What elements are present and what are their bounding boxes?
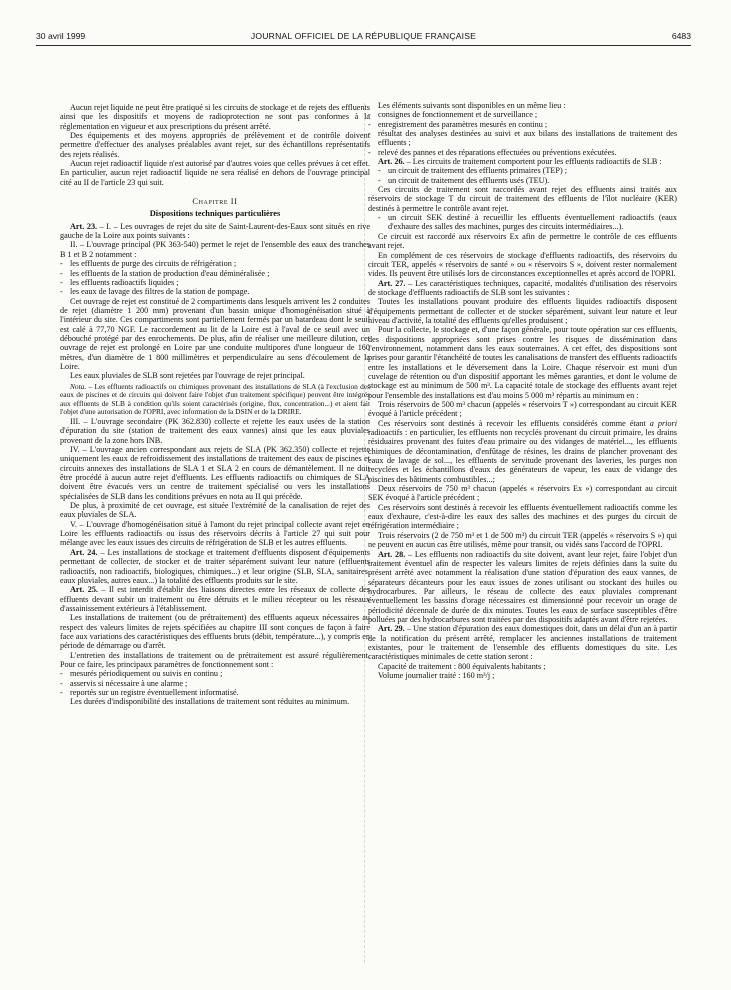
article-29: Art. 29. – Une station d'épuration des eaux domestiques doit, dans un délai d'un an à partir de la notification du présent arrêté, remplacer les anciennes installations de traitement existantes, pour le traitement de l'ensemble des effluents domestiques du site. Les caractéristiques minimales de cette station seront : <box>368 624 677 662</box>
list-item: - les eaux de lavage des filtres de la station de pompage. <box>60 287 370 296</box>
article-label: Art. 29. <box>378 624 405 634</box>
header-rule <box>36 45 691 46</box>
header-date: 30 avril 1999 <box>36 31 86 41</box>
article-26: Art. 26. – Les circuits de traitement comportent pour les effluents radioactifs de SLB : <box>378 157 662 167</box>
emphasis: a priori <box>649 418 677 428</box>
parameter-list <box>60 669 370 697</box>
section-heading: Dispositions techniques particulières <box>149 209 281 219</box>
paragraph: III. – L'ouvrage secondaire (PK 362.830) collecte et rejette les eaux usées de la station d'épuration du site (station de traitement des eaux vannes) ainsi que les eaux pluviales provenant de la zone hors INB. <box>60 417 370 445</box>
paragraph: Volume journalier traité : 160 m³/j ; <box>378 670 495 680</box>
paragraph: Deux réservoirs de 750 m³ chacun (appelés « réservoirs Ex ») correspondant au circuit SEK évoqué à l'article précédent ; <box>368 484 677 503</box>
paragraph: Trois réservoirs de 500 m³ chacun (appelés « réservoirs T ») correspondant au circuit KER évoqué à l'article précédent ; <box>368 400 677 419</box>
list-item: - un circuit de traitement des effluents usés (TEU). <box>368 176 677 185</box>
list-item: - relevé des pannes et des réparations effectuées ou préventions exécutées. <box>368 148 677 157</box>
article-27: Art. 27. – Les caractéristiques techniques, capacité, modalités d'utilisation des réservoirs de stockage d'effluents radioactifs de SLB sont les suivantes : <box>368 278 677 297</box>
paragraph: Ce circuit est raccordé aux réservoirs Ex afin de permettre le contrôle de ces effluents avant rejet. <box>368 231 677 251</box>
paragraph: Trois réservoirs (2 de 750 m³ et 1 de 500 m³) du circuit TER (appelés « réservoirs S ») qui ne peuvent en aucun cas être utilisés, même pour transit, ou vidés sans l'accord de l'OPRI. <box>368 530 677 550</box>
effluent-list <box>60 259 370 296</box>
list-item: - les effluents radioactifs liquides ; <box>60 278 370 287</box>
article-label: Art. 27. <box>378 278 406 288</box>
list-item: - reportés sur un registre éventuellement informatisé. <box>60 688 370 697</box>
right-column <box>368 101 677 680</box>
list-item: - un circuit SEK destiné à recueillir les effluents éventuellement radioactifs (eaux d'exhaure des salles des machines, purges des circuits intermédiaires...). <box>368 213 677 232</box>
article-23: Art. 23. – I. – Les ouvrages de rejet du site de Saint-Laurent-des-Eaux sont situés en rive gauche de la Loire aux points suivants : <box>60 221 370 241</box>
list-item: - les effluents de purge des circuits de réfrigération ; <box>60 259 370 268</box>
paragraph: Des équipements et des moyens appropriés de prélèvement et de contrôle doivent permettre d'effectuer des analyses préalables avant rejet, sur des échantillons représentatifs des rejets réalisés. <box>60 131 370 159</box>
article-label: Art. 25. <box>70 585 98 595</box>
paragraph: L'entretien des installations de traitement ou de prétraitement est assuré régulièrement. Pour ce faire, les principaux paramètres de fonctionnement sont : <box>60 650 370 669</box>
paragraph: Les durées d'indisponibilité des installations de traitement sont réduites au minimum. <box>70 697 350 707</box>
paragraph: Ces réservoirs sont destinés à recevoir les effluents considérés comme étant a priori radioactifs : en particulier, les effluents non recyclés provenant du circuit primaire, les drains résiduaires provenant des fuites d'eau primaire ou des vidanges de matériel..., les effluents chimiques de décontamination, d'enfûtage de résines, les drains de plancher provenant des eaux de lavage de sol..., les effluents de servitude provenant des laveries, les purges non recyclées et les échantillons d'eaux des générateurs de vapeur, les eaux de vidange des piscines des bâtiments combustibles...; <box>368 418 677 484</box>
list-item: - un circuit de traitement des effluents primaires (TEP) ; <box>368 166 677 175</box>
records-list <box>368 110 677 157</box>
header-journal-title: JOURNAL OFFICIEL DE LA RÉPUBLIQUE FRANÇAISE <box>250 31 477 41</box>
paragraph: Les installations de traitement (ou de prétraitement) des effluents aqueux nécessaires au respect des valeurs limites de rejets spécifiées au chapitre III sont conçues de façon à faire face aux variations des caractéristiques des effluents bruts (débit, température...), y compris en période de démarrage ou d'arrêt. <box>60 613 370 651</box>
paragraph: Toutes les installations pouvant produire des effluents liquides radioactifs disposent d'équipements permettant de collecter et de stocker séparément, suivant leur nature et leur niveau d'activité, la totalité des effluents qu'elles produisent ; <box>368 297 677 325</box>
paragraph: Aucun rejet radioactif liquide n'est autorisé par d'autres voies que celles prévues à cet effet. En particulier, aucun rejet radioactif liquide ne sera réalisé en dehors de l'ouvrage principal cité au II de l'article 23 qui suit. <box>60 159 370 187</box>
circuit-list <box>368 166 677 185</box>
paragraph: Les eaux pluviales de SLB sont rejetées par l'ouvrage de rejet principal. <box>70 371 305 381</box>
nota-paragraph: Nota. – Les effluents radioactifs ou chimiques provenant des installations de SLA (à l'exclusion des eaux de piscines et de circuits qui doivent faire l'objet d'un traitement spécifique) peuvent être intégrés aux effluents de SLB à condition qu'ils soient caractérisés (origine, flux, concentration...) et aient fait l'objet d'une autorisation de l'OPRI, avec information de la DSIN et de la DRIRE. <box>60 381 370 417</box>
paragraph: En complément de ces réservoirs de stockage d'effluents radioactifs, des réservoirs du circuit TER, appelés « réservoirs de santé » ou « réservoirs S », doivent rester normalement vides. Ils peuvent être utilisés lors de circonstances exceptionnelles et après accord de l'OPRI. <box>368 250 677 279</box>
paragraph: IV. – L'ouvrage ancien correspondant aux rejets de SLA (PK 362.350) collecte et rejette uniquement les eaux de refroidissement des installations de traitement des eaux de piscines et circuits annexes des installations de SLA 1 et SLA 2 en cours de démantèlement. Il ne doit être procédé à aucun autre rejet d'effluents. Les effluents radioactifs ou chimiques de SLA doivent être évacués vers un centre de traitement spécialisé ou vers les installations spécialisées de SLB dans les conditions prévues en nota au II qui précède. <box>60 445 370 501</box>
paragraph: Aucun rejet liquide ne peut être pratiqué si les circuits de stockage et de rejets des effluents ainsi que les dispositifs et moyens de radioprotection ne sont pas conformes à la réglementation en vigueur et aux prescriptions du présent arrêté. <box>60 103 370 131</box>
paragraph: Cet ouvrage de rejet est constitué de 2 compartiments dans lesquels arrivent les 2 conduites de rejet (diamètre 1 200 mm) provenant d'un bassin unique d'homogénéisation situé à l'intérieur du site. Ces compartiments sont partiellement fermés par un batardeau dont le seuil est calé à 77,70 NGF. Le raccordement au lit de la Loire est à l'aval de ce seuil avec un débouché protégé par des enrochements. De plus, afin de réaliser une meilleure dilution, cet ouvrage de rejet est prolongé en Loire par une conduite multipores d'une longueur de 160 mètres, d'un diamètre de 1 800 millimètres et perpendiculaire au sens d'écoulement de la Loire. <box>60 296 370 371</box>
paragraph: V. – L'ouvrage d'homogénéisation situé à l'amont du rejet principal collecte avant rejet en Loire les effluents radioactifs ou issus des réservoirs décrits à l'article 27 qui suit pour mélange avec les eaux issues des circuits de réfrigération de SLB et les autres effluents. <box>60 519 370 548</box>
chapter-heading: Chapitre II <box>192 197 238 207</box>
paragraph: Ces circuits de traitement sont raccordés avant rejet des effluents ainsi traités aux réservoirs de stockage T du circuit de traitement des effluents de l'îlot nucléaire (KER) destinés à permettre le contrôle avant rejet. <box>368 185 677 213</box>
paragraph: Pour la collecte, le stockage et, d'une façon générale, pour toute opération sur ces effluents, des dispositions appropriées sont prises contre les risques de dissémination dans l'environnement, notamment dans les eaux souterraines. A cet effet, des dispositions sont prises pour garantir l'étanchéité de toutes les canalisations de transfert des effluents radioactifs entre les installations et le déversement dans la Loire. Chaque réservoir est muni d'un cuvelage de rétention ou d'un dispositif apportant les mêmes garanties, et dont le volume de stockage est au minimum de 500 m³. La capacité totale de stockage des effluents avant rejet pour l'ensemble des installations est d'au moins 5 000 m³ répartis au minimum en : <box>368 325 677 400</box>
left-column <box>60 103 370 707</box>
list-item: - mesurés périodiquement ou suivis en continu ; <box>60 669 370 678</box>
list-item: - consignes de fonctionnement et de surveillance ; <box>368 110 677 119</box>
list-item: - enregistrement des paramètres mesurés en continu ; <box>368 120 677 129</box>
page-header <box>36 31 691 45</box>
nota-label: Nota. <box>70 381 87 391</box>
article-25: Art. 25. – Il est interdit d'établir des liaisons directes entre les réseaux de collecte des effluents devant subir un traitement ou être détruits et le milieu récepteur ou les réseaux d'assainissement extérieurs à l'établissement. <box>60 585 370 613</box>
paragraph: Les éléments suivants sont disponibles en un même lieu : <box>378 101 566 110</box>
paragraph: II. – L'ouvrage principal (PK 363-540) permet le rejet de l'ensemble des eaux des tranches B 1 et B 2 notamment : <box>60 240 370 259</box>
article-label: Art. 23. <box>70 221 98 231</box>
article-label: Art. 24. <box>70 547 98 557</box>
header-page-number: 6483 <box>671 31 691 41</box>
article-label: Art. 26. <box>378 157 405 167</box>
article-28: Art. 28. – Les effluents non radioactifs du site doivent, avant leur rejet, faire l'objet d'un traitement éventuel afin de respecter les valeurs limites de rejets définies dans la suite du présent arrêté avec notamment la réalisation d'une station d'épuration des eaux vannes, de séparateurs décanteurs pour les eaux issues de zones utilisant ou stockant des huiles ou hydrocarbures. Par ailleurs, le réseau de collecte des eaux pluviales comprenant éventuellement les bassins d'orage nécessaires est dimensionné pour recevoir un orage de périodicité décennale de durée de dix minutes. Toutes les eaux de surface susceptibles d'être polluées par des hydrocarbures sont traitées par des dispositifs adaptés avant d'être rejetées. <box>368 549 677 624</box>
paragraph: De plus, à proximité de cet ouvrage, est située l'extrémité de la canalisation de rejet des eaux pluviales de SLA. <box>60 501 370 520</box>
sek-list <box>368 213 677 232</box>
list-item: - asservis si nécessaire à une alarme ; <box>60 679 370 688</box>
list-item: - les effluents de la station de production d'eau déminéralisée ; <box>60 269 370 278</box>
article-24: Art. 24. – Les installations de stockage et traitement d'effluents disposent d'équipements permettant de collecter, de stocker et de traiter séparément suivant leur nature (effluents radioactifs, non radioactifs, biologiques, chimiques...) et leur origine (SLB, SLA, sanitaires, eaux pluviales, autres eaux...) la totalité des effluents produits sur le site. <box>60 547 370 585</box>
paragraph: Ces réservoirs sont destinés à recevoir les effluents éventuellement radioactifs comme les eaux d'exhaure, c'est-à-dire les eaux des salles des machines et des purges du circuit de réfrigération intermédiaire ; <box>368 502 677 531</box>
article-label: Art. 28. <box>378 549 406 559</box>
list-item: - résultat des analyses destinées au suivi et aux bilans des installations de traitement des effluents ; <box>368 129 677 148</box>
paragraph: Capacité de traitement : 800 équivalents habitants ; <box>378 661 546 671</box>
